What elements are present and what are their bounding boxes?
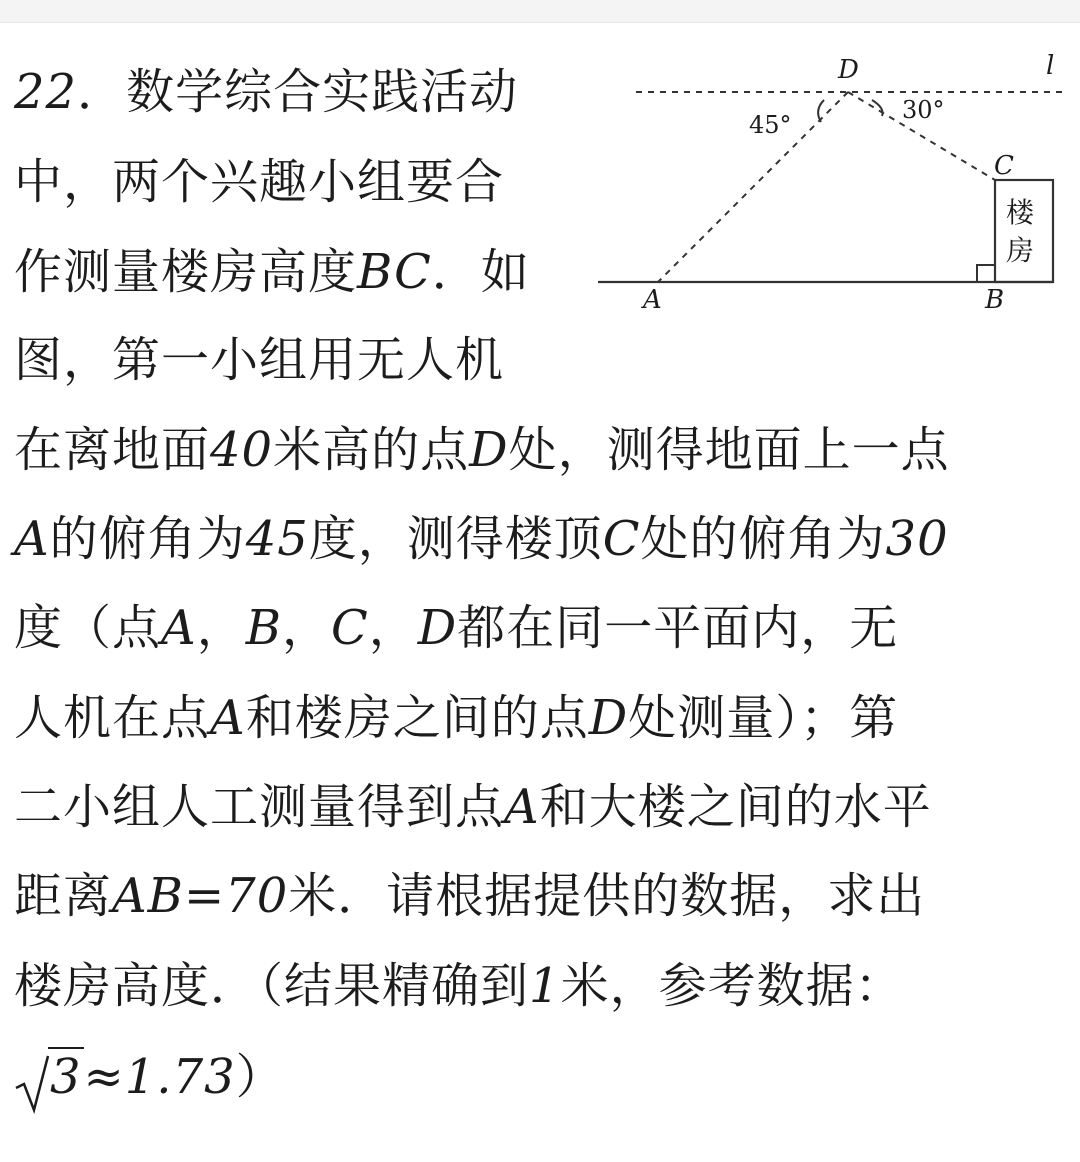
math-var: C <box>331 600 369 656</box>
text-span: 在离地面 <box>14 422 211 478</box>
text-span: 度（点 <box>14 600 162 656</box>
text-span: 和楼房之间的点 <box>245 690 589 746</box>
text-span: ， <box>368 600 418 656</box>
text-line-12 <box>14 1042 285 1112</box>
text-span: 米，参考数据： <box>560 958 904 1014</box>
text-line-10 <box>14 861 925 931</box>
text-span: 中，两个兴趣小组要合 <box>14 154 505 210</box>
math-num: 30 <box>885 511 949 567</box>
text-span: 米高的点 <box>273 422 470 478</box>
text-span: 的俯角为 <box>49 511 246 567</box>
text-line-7 <box>14 593 898 663</box>
angle-arc-30 <box>872 100 883 116</box>
geometry-figure <box>592 50 1070 320</box>
radical-sign <box>14 1054 58 1114</box>
math-var: C <box>602 511 641 567</box>
math-var: D <box>588 690 629 746</box>
label-c: C <box>994 151 1014 181</box>
math-expr: AB=70 <box>112 868 289 924</box>
text-span: 度，测得楼顶 <box>308 511 603 567</box>
problem-number: 22 <box>14 64 78 120</box>
text-span: 处测量）；第 <box>628 690 899 746</box>
text-span: ， <box>281 600 331 656</box>
math-var: A <box>210 690 246 746</box>
label-a: A <box>643 285 662 315</box>
text-span: 距离 <box>14 868 113 924</box>
text-span: ， <box>196 600 246 656</box>
angle-label-30: 30° <box>902 96 945 124</box>
text-span: 图，第一小组用无人机 <box>14 332 505 388</box>
math-expr: ≈1.73 <box>83 1049 236 1105</box>
text-span: 处，测得地面上一点 <box>508 422 950 478</box>
text-span: 二小组人工测量得到点 <box>14 779 505 835</box>
right-angle-mark <box>977 265 995 282</box>
math-var: BC <box>357 244 432 300</box>
building-label-1: 楼 <box>1006 196 1035 229</box>
math-var: D <box>469 422 509 478</box>
math-var: A <box>14 511 50 567</box>
text-span: 和大楼之间的水平 <box>539 779 932 835</box>
text-span: 处的俯角为 <box>640 511 886 567</box>
building-label-2: 房 <box>1006 234 1035 267</box>
math-var: A <box>504 779 540 835</box>
text-span: 人机在点 <box>14 690 211 746</box>
math-var: B <box>245 600 282 656</box>
math-num: 45 <box>245 511 309 567</box>
math-num: 40 <box>210 422 274 478</box>
text-line-5 <box>14 415 950 485</box>
text-span: 楼房高度．（结果精确到 <box>14 958 530 1014</box>
label-d: D <box>838 55 859 85</box>
text-line-1 <box>14 57 518 127</box>
text-line-8 <box>14 683 898 753</box>
label-b: B <box>985 285 1005 315</box>
text-line-9 <box>14 772 932 842</box>
math-var: A <box>161 600 197 656</box>
text-line-4 <box>14 325 504 395</box>
text-span: ．如 <box>431 244 530 300</box>
text-span: ．数学综合实践活动 <box>77 64 519 120</box>
math-num: 1 <box>529 958 561 1014</box>
text-span: 作测量楼房高度 <box>14 244 358 300</box>
text-line-11 <box>14 951 904 1021</box>
text-line-6 <box>14 504 949 574</box>
text-span: ） <box>235 1049 285 1105</box>
text-line-3 <box>14 237 530 307</box>
text-span: 米．请根据提供的数据，求出 <box>288 868 926 924</box>
math-var: D <box>417 600 458 656</box>
text-span: 都在同一平面内，无 <box>457 600 899 656</box>
radicand: 3 <box>50 1049 82 1105</box>
sqrt-expression <box>14 1042 84 1112</box>
text-line-2 <box>14 147 504 217</box>
label-l: l <box>1046 51 1055 81</box>
top-bar <box>0 0 1080 23</box>
angle-label-45: 45° <box>749 111 792 139</box>
